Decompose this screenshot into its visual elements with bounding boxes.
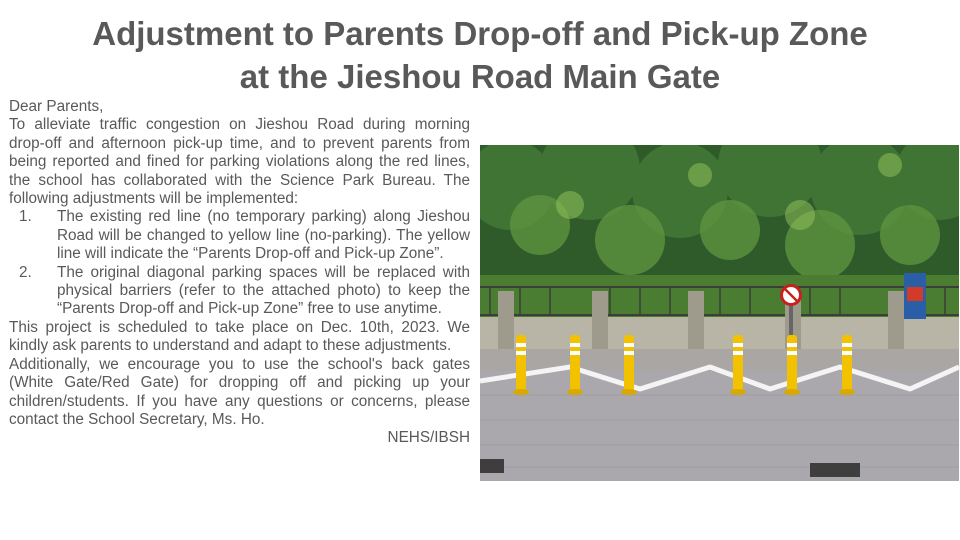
signature: NEHS/IBSH	[387, 429, 470, 447]
schedule-paragraph: This project is scheduled to take place on Dec. 10th, 2023. We kindly ask parents to understand and adapt to these adjustments.	[9, 318, 470, 355]
title-line-2: at the Jieshou Road Main Gate	[239, 58, 721, 95]
title-line-1: Adjustment to Parents Drop-off and Pick-up Zone	[92, 15, 868, 52]
bollard-photo	[480, 145, 959, 481]
closing-paragraph: Additionally, we encourage you to use the school's back gates (White Gate/Red Gate) for dropping off and picking up your children/students. If you have any questions or concerns, please contact the School Secretary, Ms. Ho.	[9, 355, 470, 428]
list-item	[9, 208, 470, 263]
bollard-photo-illustration	[480, 145, 959, 481]
list-item-text: The existing red line (no temporary parking) along Jieshou Road will be changed to yellow line (no-parking). The yellow line will indicate the “Parents Drop-off and Pick-up Zone”.	[57, 208, 470, 263]
letter-body	[9, 98, 470, 448]
list-item-number: 1.	[19, 208, 32, 226]
list-item	[9, 264, 470, 319]
greeting: Dear Parents,	[9, 98, 104, 115]
page-title	[0, 12, 960, 98]
list-item-number: 2.	[19, 263, 32, 281]
adjustment-list	[9, 208, 470, 318]
list-item-text: The original diagonal parking spaces will be replaced with physical barriers (refer to the attached photo) to keep the “Parents Drop-off and Pick-up Zone” free to use anytime.	[57, 263, 470, 318]
no-parking-sign-icon	[780, 284, 802, 306]
intro-paragraph: To alleviate traffic congestion on Jieshou Road during morning drop-off and afternoon pick-up time, and to prevent parents from being reported and fined for parking violations along the red lines, the school has collaborated with the Science Park Bureau. The following adjustments will be implemented:	[9, 116, 470, 208]
